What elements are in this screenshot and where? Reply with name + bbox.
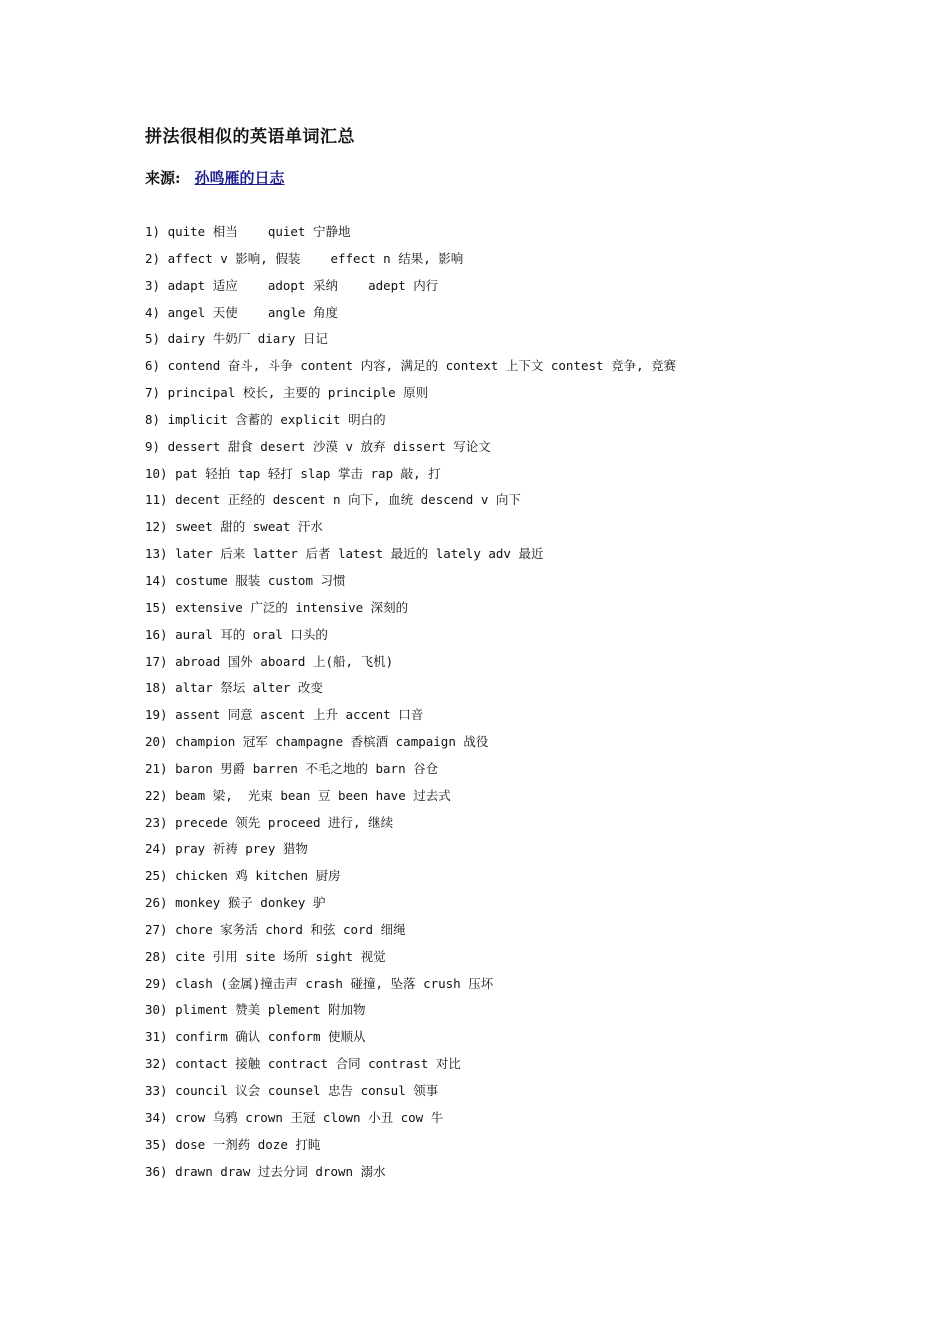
list-item: 9) dessert 甜食 desert 沙漠 v 放弃 dissert 写论文 (145, 438, 491, 454)
list-item: 3) adapt 适应 adopt 采纳 adept 内行 (145, 277, 439, 293)
list-item: 29) clash (金属)撞击声 crash 碰撞, 坠落 crush 压坏 (145, 975, 494, 991)
list-item: 17) abroad 国外 aboard 上(船, 飞机) (145, 653, 394, 669)
list-item: 22) beam 梁, 光束 bean 豆 been have 过去式 (145, 787, 451, 803)
list-item: 11) decent 正经的 descent n 向下, 血统 descend v 向下 (145, 492, 521, 508)
list-item: 21) baron 男爵 barren 不毛之地的 barn 谷仓 (145, 760, 439, 776)
list-item: 10) pat 轻拍 tap 轻打 slap 掌击 rap 敲, 打 (145, 465, 441, 481)
source-link[interactable]: 孙鸣雁的日志 (194, 169, 285, 187)
list-item: 15) extensive 广泛的 intensive 深刻的 (145, 599, 409, 615)
list-item: 14) costume 服装 custom 习惯 (145, 572, 346, 588)
list-item: 7) principal 校长, 主要的 principle 原则 (145, 385, 429, 401)
list-item: 32) contact 接触 contract 合同 contrast 对比 (145, 1056, 461, 1072)
list-item: 4) angel 天使 angle 角度 (145, 304, 338, 320)
word-list (145, 219, 690, 1185)
list-item: 18) altar 祭坛 alter 改变 (145, 680, 323, 696)
list-item: 30) pliment 赞美 plement 附加物 (145, 1002, 366, 1018)
list-item: 5) dairy 牛奶厂 diary 日记 (145, 331, 328, 347)
list-item: 13) later 后来 latter 后者 latest 最近的 lately adv 最近 (145, 546, 544, 562)
list-item: 1) quite 相当 quiet 宁静地 (145, 224, 351, 239)
list-item: 19) assent 同意 ascent 上升 accent 口音 (145, 707, 424, 723)
page-title: 拼法很相似的英语单词汇总 (145, 127, 355, 147)
list-item: 33) council 议会 counsel 忠告 consul 领事 (145, 1083, 439, 1098)
list-item: 27) chore 家务活 chord 和弦 cord 细绳 (145, 921, 406, 937)
list-item: 2) affect v 影响, 假装 effect n 结果, 影响 (145, 250, 464, 266)
list-item: 36) drawn draw 过去分词 drown 溺水 (145, 1163, 386, 1179)
list-item: 12) sweet 甜的 sweat 汗水 (145, 519, 323, 535)
list-item: 16) aural 耳的 oral 口头的 (145, 626, 328, 642)
list-item: 31) confirm 确认 conform 使顺从 (145, 1029, 366, 1045)
source-label: 来源: (145, 169, 181, 187)
list-item: 24) pray 祈祷 prey 猎物 (145, 841, 308, 857)
list-item: 26) monkey 猴子 donkey 驴 (145, 895, 326, 911)
list-item: 35) dose 一剂药 doze 打盹 (145, 1136, 321, 1152)
list-item: 6) contend 奋斗, 斗争 content 内容, 满足的 context 上下文 contest 竞争, 竞赛 (145, 358, 677, 374)
list-item: 28) cite 引用 site 场所 sight 视觉 (145, 948, 386, 964)
list-item: 25) chicken 鸡 kitchen 厨房 (145, 868, 341, 884)
source-line (145, 167, 285, 188)
list-item: 34) crow 乌鸦 crown 王冠 clown 小丑 cow 牛 (145, 1109, 444, 1125)
list-item: 23) precede 领先 proceed 进行, 继续 (145, 814, 394, 830)
list-item: 8) implicit 含蓄的 explicit 明白的 (145, 411, 386, 427)
list-item: 20) champion 冠军 champagne 香槟酒 campaign 战役 (145, 734, 489, 750)
